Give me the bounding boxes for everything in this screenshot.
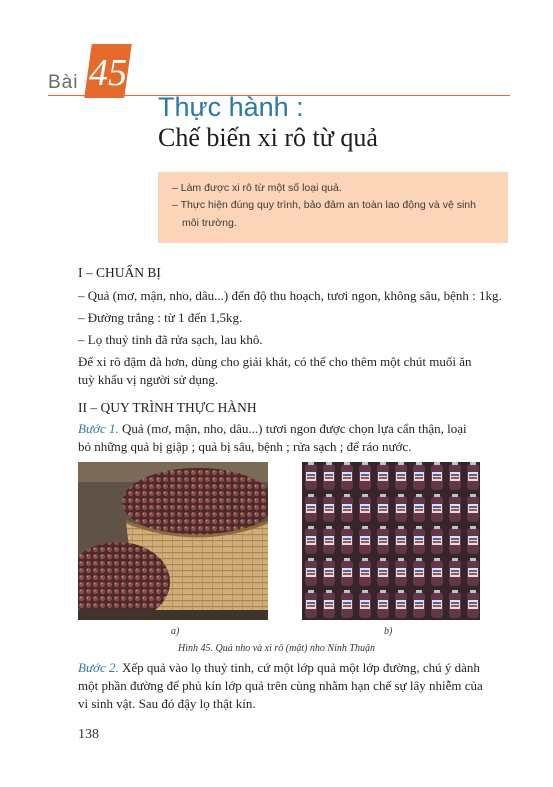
step-1-line: bỏ những quả bị giập ; quả bị sâu, bệnh ; rửa sạch ; để ráo nước. (78, 439, 412, 454)
list-item: – Lọ thuỷ tinh đã rửa sạch, lau khô. (78, 332, 263, 347)
objectives-box (158, 172, 508, 243)
lesson-word: Bài (48, 72, 79, 93)
step-1-text: Quả (mơ, mận, nho, dâu...) tươi ngon được chọn lựa cẩn thận, loại (118, 421, 467, 436)
objective-item: – Làm được xi rô từ một số loại quả. (172, 182, 342, 194)
section-heading-procedure: II – QUY TRÌNH THỰC HÀNH (78, 400, 257, 415)
objective-item-continued: môi trường. (182, 217, 237, 229)
syrup-bottles-photo (302, 462, 480, 620)
grapes-photo (78, 462, 268, 620)
figure-caption: Hình 45. Quả nho và xi rô (mật) nho Ninh Thuận (178, 643, 375, 654)
list-item: – Đường trắng : từ 1 đến 1,5kg. (78, 310, 243, 325)
step-2-line: vi sinh vật. Sau đó đậy lọ thật kín. (78, 696, 256, 711)
figure-label-b: b) (384, 626, 393, 637)
note-line: tuỳ khẩu vị người sử dụng. (78, 372, 219, 387)
note-line: Để xi rô đậm đà hơn, dùng cho giải khát, có thể cho thêm một chút muối ăn (78, 354, 472, 369)
lesson-title-line1: Thực hành : (158, 92, 304, 122)
section-heading-preparation: I – CHUẨN BỊ (78, 265, 161, 280)
step-2-label: Bước 2. (78, 660, 119, 675)
lesson-title-line2: Chế biến xi rô từ quả (158, 123, 378, 152)
step-1-line (78, 420, 467, 438)
step-2-line: một phần đường để phủ kín lớp quả trên cùng nhằm hạn chế sự lây nhiễm của (78, 678, 483, 693)
list-item: – Quả (mơ, mận, nho, dâu...) đến độ thu hoạch, tươi ngon, không sâu, bệnh : 1kg. (78, 288, 502, 303)
figure-label-a: a) (171, 626, 180, 637)
lesson-number: 45 (89, 52, 127, 94)
step-1-label: Bước 1. (78, 421, 119, 436)
step-2-text: Xếp quả vào lọ thuỷ tinh, cứ một lớp quả một lớp đường, chú ý dành (118, 660, 480, 675)
step-2-line (78, 659, 480, 677)
objective-item: – Thực hiện đúng quy trình, bảo đảm an toàn lao động và vệ sinh (172, 199, 476, 211)
page-number: 138 (78, 727, 99, 742)
